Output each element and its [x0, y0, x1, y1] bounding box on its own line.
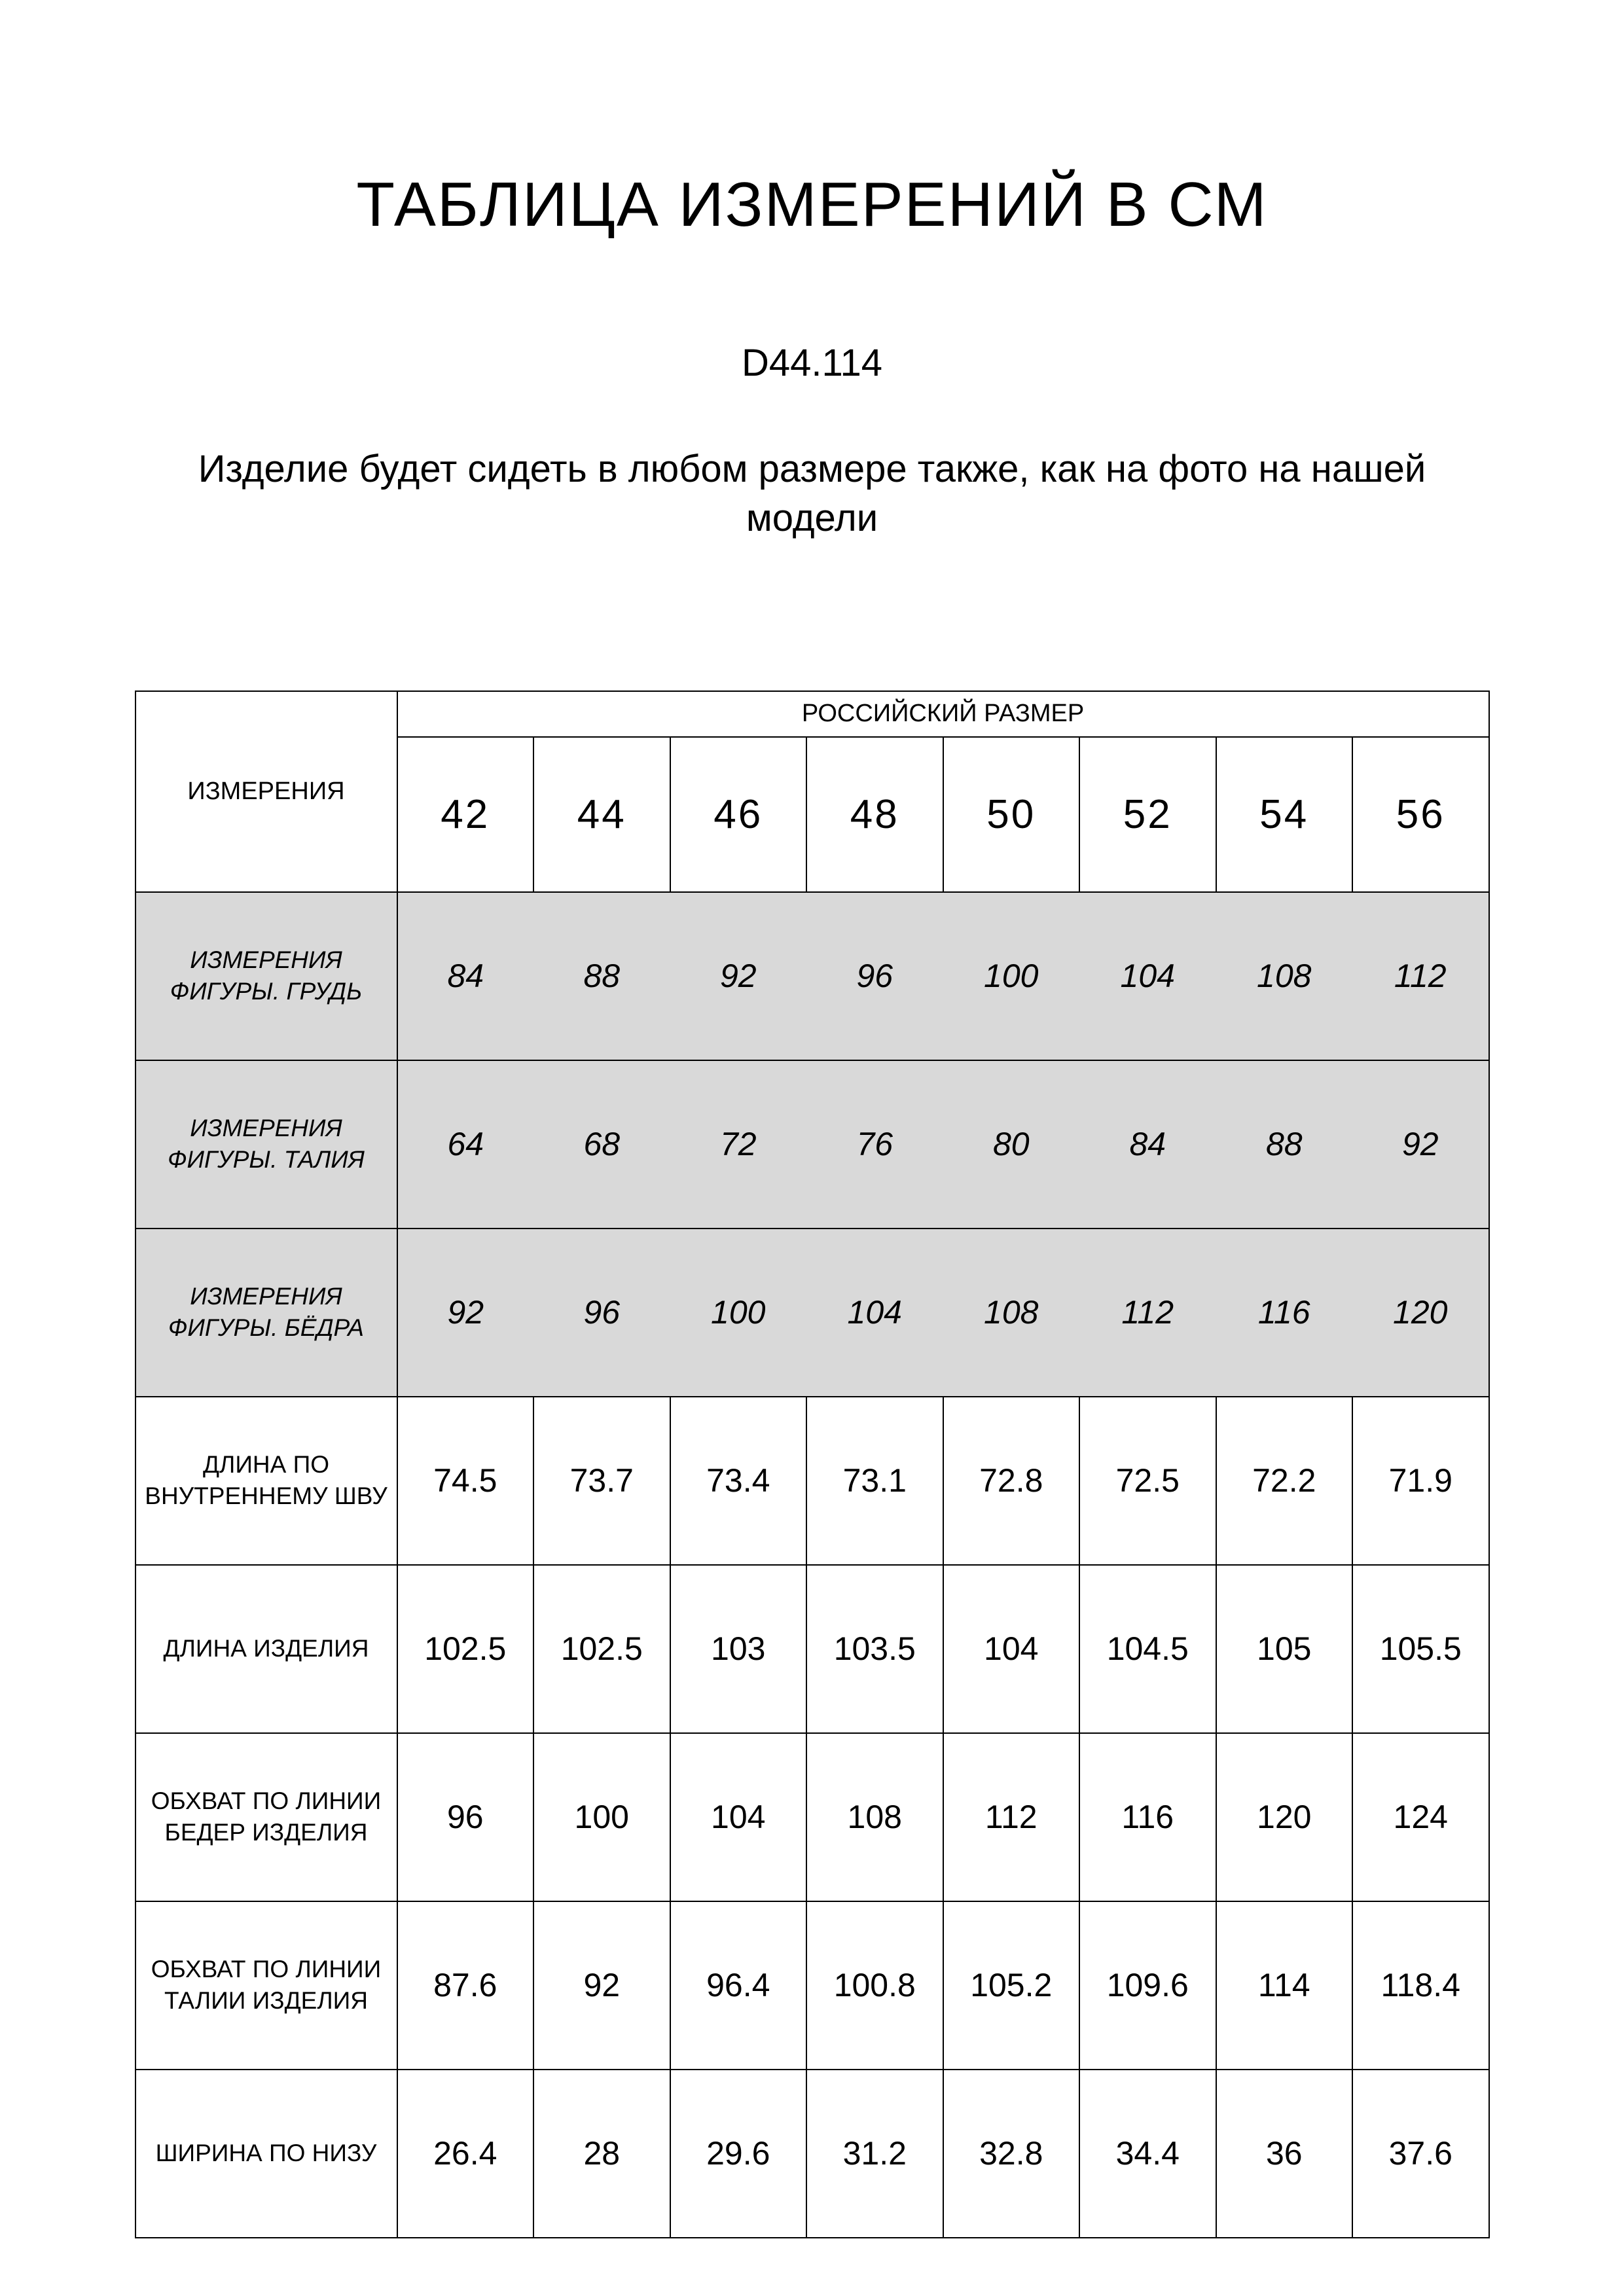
row-label: ИЗМЕРЕНИЯ ФИГУРЫ. ТАЛИЯ: [135, 1060, 397, 1229]
size-header-cell: 56: [1352, 737, 1489, 892]
value-cell: 100: [533, 1733, 670, 1901]
model-code: D44.114: [742, 342, 882, 384]
value-cell: 31.2: [806, 2070, 943, 2238]
table-row: [135, 1397, 1489, 1565]
fit-note: Изделие будет сидеть в любом размере также, как на фото на нашей модели: [198, 448, 1426, 540]
value-cell: 112: [1352, 892, 1489, 1060]
value-cell: 118.4: [1352, 1901, 1489, 2070]
value-cell: 109.6: [1079, 1901, 1216, 2070]
value-cell: 103.5: [806, 1565, 943, 1733]
value-cell: 96: [397, 1733, 534, 1901]
size-table-header: [135, 691, 1489, 892]
size-table: [135, 691, 1490, 2238]
size-header-cell: 54: [1216, 737, 1353, 892]
value-cell: 112: [943, 1733, 1080, 1901]
value-cell: 104: [1079, 892, 1216, 1060]
row-label: ИЗМЕРЕНИЯ ФИГУРЫ. ГРУДЬ: [135, 892, 397, 1060]
value-cell: 72: [670, 1060, 807, 1229]
value-cell: 102.5: [533, 1565, 670, 1733]
size-table-body: [135, 892, 1489, 2238]
row-label: ИЗМЕРЕНИЯ ФИГУРЫ. БЁДРА: [135, 1229, 397, 1397]
value-cell: 103: [670, 1565, 807, 1733]
value-cell: 28: [533, 2070, 670, 2238]
value-cell: 88: [1216, 1060, 1353, 1229]
size-header-cell: 42: [397, 737, 534, 892]
size-header-cell: 48: [806, 737, 943, 892]
value-cell: 76: [806, 1060, 943, 1229]
measurements-corner-label: ИЗМЕРЕНИЯ: [135, 691, 397, 892]
value-cell: 108: [806, 1733, 943, 1901]
value-cell: 92: [1352, 1060, 1489, 1229]
value-cell: 32.8: [943, 2070, 1080, 2238]
table-row: [135, 1733, 1489, 1901]
value-cell: 73.7: [533, 1397, 670, 1565]
table-row: [135, 1229, 1489, 1397]
value-cell: 80: [943, 1060, 1080, 1229]
value-cell: 73.4: [670, 1397, 807, 1565]
value-cell: 108: [1216, 892, 1353, 1060]
russian-size-header: РОССИЙСКИЙ РАЗМЕР: [397, 691, 1489, 737]
size-group-row: [135, 691, 1489, 737]
value-cell: 116: [1216, 1229, 1353, 1397]
value-cell: 114: [1216, 1901, 1353, 2070]
value-cell: 72.8: [943, 1397, 1080, 1565]
value-cell: 36: [1216, 2070, 1353, 2238]
value-cell: 105: [1216, 1565, 1353, 1733]
value-cell: 34.4: [1079, 2070, 1216, 2238]
value-cell: 105.5: [1352, 1565, 1489, 1733]
table-row: [135, 1901, 1489, 2070]
value-cell: 37.6: [1352, 2070, 1489, 2238]
value-cell: 64: [397, 1060, 534, 1229]
value-cell: 100: [943, 892, 1080, 1060]
value-cell: 96: [806, 892, 943, 1060]
value-cell: 105.2: [943, 1901, 1080, 2070]
row-label: ДЛИНА ИЗДЕЛИЯ: [135, 1565, 397, 1733]
value-cell: 96: [533, 1229, 670, 1397]
row-label: ШИРИНА ПО НИЗУ: [135, 2070, 397, 2238]
page-title: ТАБЛИЦА ИЗМЕРЕНИЙ В СМ: [356, 170, 1268, 240]
value-cell: 72.5: [1079, 1397, 1216, 1565]
row-label: ОБХВАТ ПО ЛИНИИ БЕДЕР ИЗДЕЛИЯ: [135, 1733, 397, 1901]
value-cell: 73.1: [806, 1397, 943, 1565]
value-cell: 116: [1079, 1733, 1216, 1901]
table-row: [135, 1565, 1489, 1733]
value-cell: 104: [943, 1565, 1080, 1733]
table-row: [135, 2070, 1489, 2238]
value-cell: 124: [1352, 1733, 1489, 1901]
value-cell: 104.5: [1079, 1565, 1216, 1733]
value-cell: 108: [943, 1229, 1080, 1397]
value-cell: 96.4: [670, 1901, 807, 2070]
value-cell: 104: [806, 1229, 943, 1397]
row-label: ДЛИНА ПО ВНУТРЕННЕМУ ШВУ: [135, 1397, 397, 1565]
value-cell: 100.8: [806, 1901, 943, 2070]
value-cell: 100: [670, 1229, 807, 1397]
value-cell: 104: [670, 1733, 807, 1901]
value-cell: 29.6: [670, 2070, 807, 2238]
value-cell: 102.5: [397, 1565, 534, 1733]
table-row: [135, 892, 1489, 1060]
value-cell: 92: [533, 1901, 670, 2070]
value-cell: 71.9: [1352, 1397, 1489, 1565]
size-header-cell: 46: [670, 737, 807, 892]
value-cell: 84: [1079, 1060, 1216, 1229]
size-header-cell: 52: [1079, 737, 1216, 892]
size-header-cell: 50: [943, 737, 1080, 892]
value-cell: 92: [397, 1229, 534, 1397]
size-header-cell: 44: [533, 737, 670, 892]
value-cell: 120: [1216, 1733, 1353, 1901]
value-cell: 120: [1352, 1229, 1489, 1397]
value-cell: 26.4: [397, 2070, 534, 2238]
value-cell: 112: [1079, 1229, 1216, 1397]
value-cell: 74.5: [397, 1397, 534, 1565]
value-cell: 88: [533, 892, 670, 1060]
value-cell: 92: [670, 892, 807, 1060]
value-cell: 87.6: [397, 1901, 534, 2070]
table-row: [135, 1060, 1489, 1229]
row-label: ОБХВАТ ПО ЛИНИИ ТАЛИИ ИЗДЕЛИЯ: [135, 1901, 397, 2070]
value-cell: 72.2: [1216, 1397, 1353, 1565]
value-cell: 68: [533, 1060, 670, 1229]
value-cell: 84: [397, 892, 534, 1060]
